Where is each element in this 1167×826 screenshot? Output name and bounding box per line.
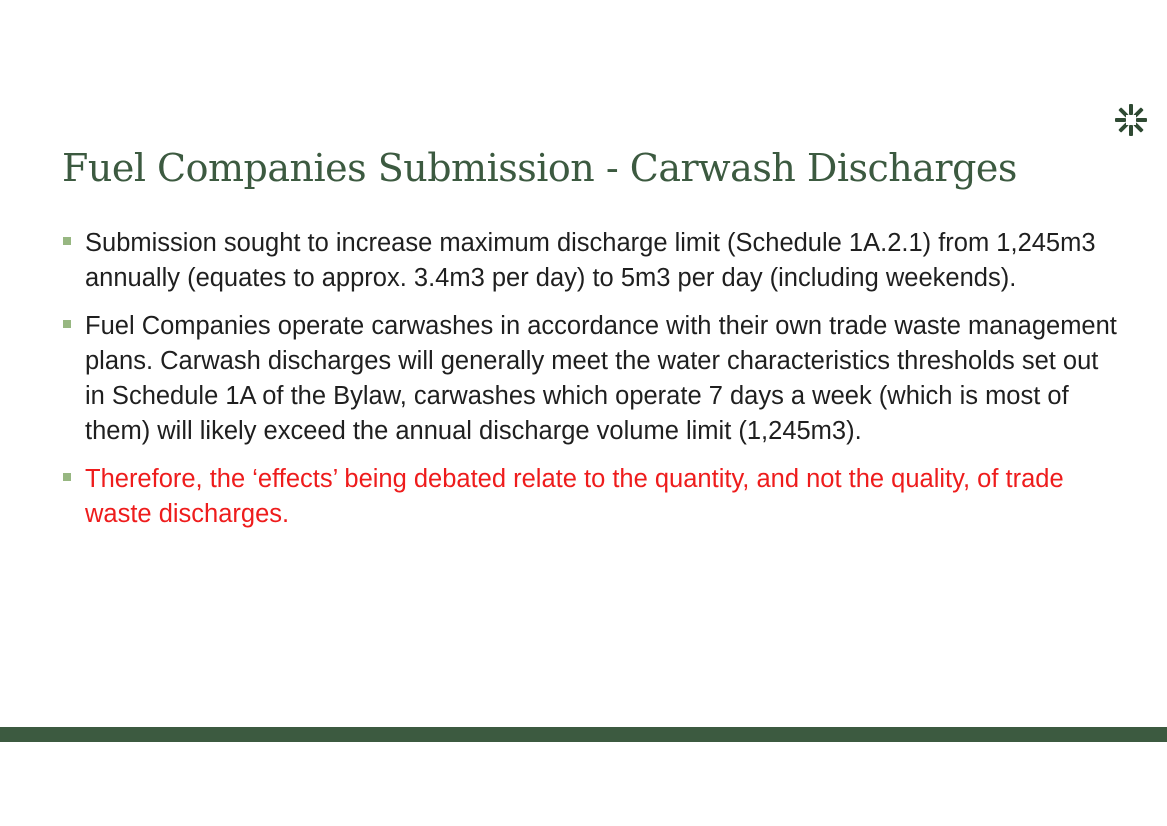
bullet-text: Submission sought to increase maximum discharge limit (Schedule 1A.2.1) from 1,245m3 annually (equates to approx. 3.4m3 per day) to 5m3 per day (including weekends).: [85, 229, 1096, 292]
bullet-text: Fuel Companies operate carwashes in accordance with their own trade waste management plans. Carwash discharges will generally meet the water characteristics thresholds set out in Schedule 1A of the Bylaw, carwashes which operate 7 days a week (which is most of them) will likely exceed the annual discharge volume limit (1,245m3).: [85, 312, 1117, 445]
bullet-item: [62, 226, 1122, 296]
burst-star-icon: [1113, 102, 1149, 138]
footer-bar: [0, 727, 1167, 742]
slide-title: Fuel Companies Submission - Carwash Discharges: [62, 146, 1017, 190]
square-bullet-icon: [63, 320, 71, 328]
bullet-list: [62, 226, 1122, 545]
square-bullet-icon: [63, 473, 71, 481]
highlighted-bullet-text: Therefore, the ‘effects’ being debated relate to the quantity, and not the quality, of trade waste discharges.: [85, 465, 1064, 528]
bullet-item: [62, 462, 1122, 532]
bullet-item: [62, 309, 1122, 449]
square-bullet-icon: [63, 237, 71, 245]
